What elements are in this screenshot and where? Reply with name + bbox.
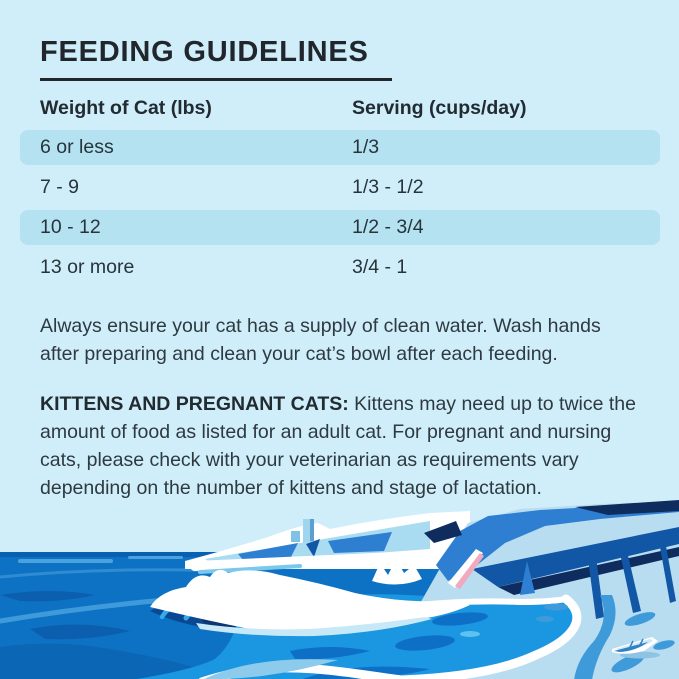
table-header-row bbox=[20, 97, 659, 120]
table-row bbox=[20, 210, 660, 245]
cell-serving: 1/2 - 3/4 bbox=[352, 216, 424, 238]
table-row bbox=[20, 250, 660, 285]
cell-serving: 3/4 - 1 bbox=[352, 256, 408, 278]
kittens-note-line: KITTENS AND PREGNANT CATS: Kittens may need up to twice the bbox=[40, 393, 636, 415]
cell-weight: 10 - 12 bbox=[40, 216, 101, 238]
cell-weight: 13 or more bbox=[40, 256, 135, 278]
kittens-note-label: KITTENS AND PREGNANT CATS: bbox=[40, 393, 349, 415]
table-row bbox=[20, 170, 660, 205]
column-header-serving: Serving (cups/day) bbox=[352, 97, 527, 119]
kittens-note-line: depending on the number of kittens and stage of lactation. bbox=[40, 477, 542, 499]
kittens-note-line: cats, please check with your veterinarian as requirements vary bbox=[40, 449, 579, 471]
page-title: FEEDING GUIDELINES bbox=[40, 36, 392, 81]
cell-weight: 6 or less bbox=[40, 136, 114, 158]
water-note-line: Always ensure your cat has a supply of clean water. Wash hands bbox=[40, 315, 601, 337]
cell-weight: 7 - 9 bbox=[40, 176, 80, 198]
coastal-illustration bbox=[0, 499, 679, 679]
kittens-note-line: amount of food as listed for an adult cat. For pregnant and nursing bbox=[40, 421, 612, 443]
kittens-note bbox=[40, 390, 659, 502]
table-row bbox=[20, 130, 660, 165]
water-note-line: after preparing and clean your cat’s bowl after each feeding. bbox=[40, 343, 558, 365]
headland bbox=[185, 511, 470, 572]
cell-serving: 1/3 bbox=[352, 136, 380, 158]
column-header-weight: Weight of Cat (lbs) bbox=[40, 97, 212, 119]
water-note bbox=[40, 312, 659, 368]
cell-serving: 1/3 - 1/2 bbox=[352, 176, 424, 198]
feeding-table bbox=[20, 97, 659, 285]
